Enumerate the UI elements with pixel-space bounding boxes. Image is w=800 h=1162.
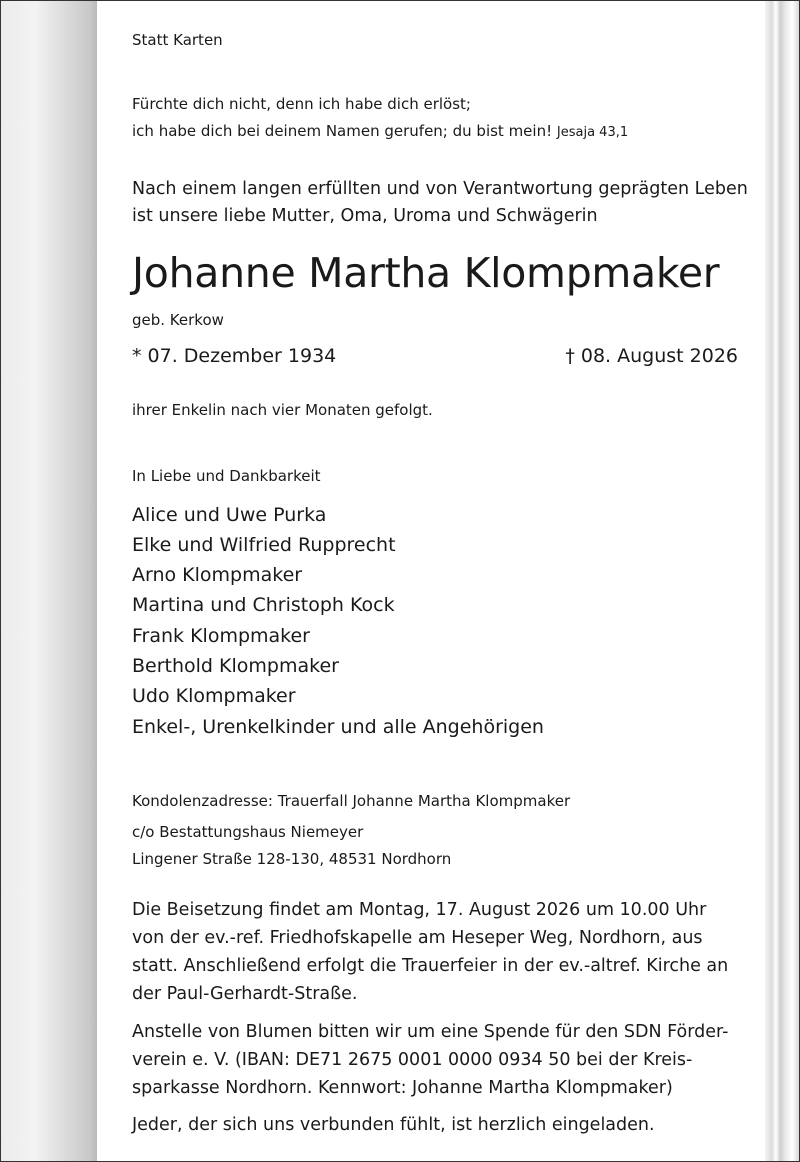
header-label: Statt Karten	[132, 31, 223, 49]
address-line-1: Kondolenzadresse: Trauerfall Johanne Martha Klompmaker	[132, 792, 571, 810]
mourner-name: Frank Klompmaker	[132, 625, 310, 647]
closing-line: Jeder, der sich uns verbunden fühlt, ist herzlich eingeladen.	[132, 1115, 655, 1135]
verse-reference: Jesaja 43,1	[556, 125, 629, 140]
address-line-3: Lingener Straße 128-130, 48531 Nordhorn	[132, 850, 452, 868]
followed-text: ihrer Enkelin nach vier Monaten gefolgt.	[132, 401, 433, 419]
left-page-shadow	[1, 1, 97, 1161]
death-date: † 08. August 2026	[565, 345, 738, 367]
verse-line-2	[132, 122, 628, 140]
mourner-name: Berthold Klompmaker	[132, 655, 339, 677]
deceased-name: Johanne Martha Klompmaker	[132, 249, 720, 297]
donation-line-1: Anstelle von Blumen bitten wir um eine Spende für den SDN Förder-	[132, 1022, 729, 1042]
funeral-line-4: der Paul-Gerhardt-Straße.	[132, 984, 358, 1004]
donation-line-2: verein e. V. (IBAN: DE71 2675 0001 0000 0934 50 bei der Kreis-	[132, 1050, 693, 1070]
mourner-name: Udo Klompmaker	[132, 685, 296, 707]
address-line-2: c/o Bestattungshaus Niemeyer	[132, 823, 364, 841]
intro-line-2: ist unsere liebe Mutter, Oma, Uroma und Schwägerin	[132, 206, 598, 226]
mourner-name: Elke und Wilfried Rupprecht	[132, 534, 396, 556]
mourners-heading: In Liebe und Dankbarkeit	[132, 467, 321, 485]
verse-line-1: Fürchte dich nicht, denn ich habe dich erlöst;	[132, 95, 471, 113]
intro-line-1: Nach einem langen erfüllten und von Verantwortung geprägten Leben	[132, 179, 748, 199]
birth-date: * 07. Dezember 1934	[132, 345, 337, 367]
funeral-line-2: von der ev.-ref. Friedhofskapelle am Heseper Weg, Nordhorn, aus	[132, 928, 703, 948]
mourner-name: Martina und Christoph Kock	[132, 594, 395, 616]
mourner-name: Enkel-, Urenkelkinder und alle Angehörigen	[132, 716, 544, 738]
funeral-line-1: Die Beisetzung findet am Montag, 17. August 2026 um 10.00 Uhr	[132, 900, 707, 920]
donation-line-3: sparkasse Nordhorn. Kennwort: Johanne Martha Klompmaker)	[132, 1078, 673, 1098]
mourner-name: Alice und Uwe Purka	[132, 504, 327, 526]
right-page-edge	[765, 1, 799, 1161]
mourner-name: Arno Klompmaker	[132, 564, 303, 586]
funeral-line-3: statt. Anschließend erfolgt die Trauerfeier in der ev.-altref. Kirche an	[132, 956, 729, 976]
verse-line-2-text: ich habe dich bei deinem Namen gerufen; du bist mein!	[132, 122, 553, 140]
birth-name: geb. Kerkow	[132, 311, 224, 329]
